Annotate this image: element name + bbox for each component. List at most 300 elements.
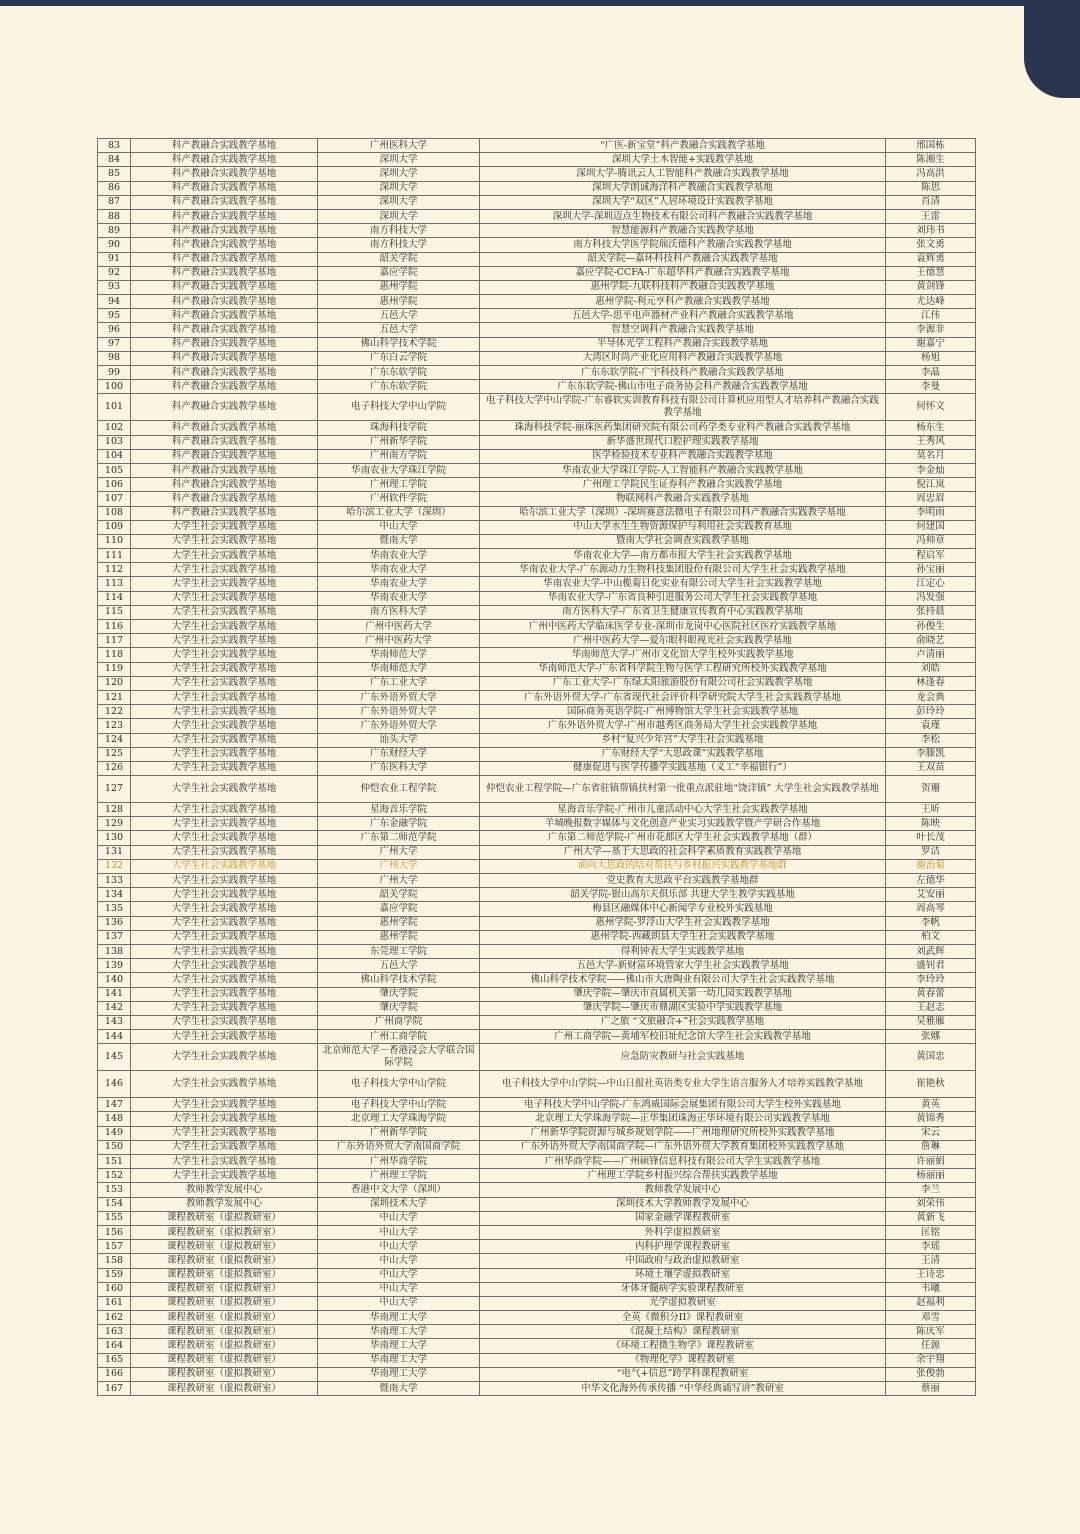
row-project-name: 北京理工大学珠海学院—正华集团珠海正华环境有限公司实践教学基地 — [480, 1112, 886, 1126]
row-school: 广东财经大学 — [318, 747, 480, 761]
row-category: 大学生社会实践教学基地 — [131, 662, 318, 676]
row-leader: 詹琳 — [886, 1140, 976, 1154]
row-school: 中山大学 — [318, 520, 480, 534]
row-category: 科产教融合实践教学基地 — [131, 181, 318, 195]
row-category: 科产教融合实践教学基地 — [131, 478, 318, 492]
row-number: 111 — [98, 549, 131, 563]
row-leader: 周忠眉 — [886, 492, 976, 506]
row-number: 150 — [98, 1140, 131, 1154]
row-number: 100 — [98, 380, 131, 394]
row-category: 课程教研室（虚拟教研室） — [131, 1225, 318, 1239]
row-project-name: 韶关学院-银山高尔夫俱乐部 共建大学生教学实践基地 — [480, 888, 886, 902]
row-number: 138 — [98, 944, 131, 958]
row-leader: 江定心 — [886, 577, 976, 591]
row-project-name: 仲恺农业工程学院—广东省驻镇帮镇扶村第一批重点派驻地“饶洋镇” 大学生社会实践教学基地 — [480, 776, 886, 803]
table-row — [98, 1044, 976, 1071]
table-row — [98, 534, 976, 548]
row-leader: 卢清丽 — [886, 648, 976, 662]
row-number: 140 — [98, 973, 131, 987]
row-school: 广东外语外贸大学 — [318, 719, 480, 733]
row-category: 大学生社会实践教学基地 — [131, 1071, 318, 1098]
row-leader: 何建国 — [886, 520, 976, 534]
row-number: 104 — [98, 449, 131, 463]
row-leader: 邢国栋 — [886, 139, 976, 153]
row-category: 课程教研室（虚拟教研室） — [131, 1367, 318, 1381]
row-category: 科产教融合实践教学基地 — [131, 366, 318, 380]
row-leader: 张俊勃 — [886, 1367, 976, 1381]
row-leader: 冯发强 — [886, 591, 976, 605]
row-leader: 刘皓 — [886, 662, 976, 676]
table-row — [98, 944, 976, 958]
row-number: 109 — [98, 520, 131, 534]
row-leader: 陈思 — [886, 181, 976, 195]
row-leader: 彭玲玲 — [886, 705, 976, 719]
row-category: 大学生社会实践教学基地 — [131, 1044, 318, 1071]
row-number: 144 — [98, 1030, 131, 1044]
row-number: 125 — [98, 747, 131, 761]
row-leader: 匡铭 — [886, 1225, 976, 1239]
row-leader: 任源 — [886, 1339, 976, 1353]
row-project-name: 广东外语外贸大学南国商学院—广东外语外贸大学教育集团校外实践教学基地 — [480, 1140, 886, 1154]
row-category: 大学生社会实践教学基地 — [131, 776, 318, 803]
row-number: 120 — [98, 676, 131, 690]
row-category: 科产教融合实践教学基地 — [131, 394, 318, 421]
row-category: 大学生社会实践教学基地 — [131, 690, 318, 704]
row-number: 166 — [98, 1367, 131, 1381]
table-row — [98, 1197, 976, 1211]
row-category: 科产教融合实践教学基地 — [131, 309, 318, 323]
row-school: 佛山科学技术学院 — [318, 337, 480, 351]
row-project-name: 应急防灾教研与社会实践基地 — [480, 1044, 886, 1071]
row-school: 韶关学院 — [318, 888, 480, 902]
row-leader: 赵福利 — [886, 1296, 976, 1310]
row-project-name: 广州中医药大学临床医学专业-深圳市龙岗中心医院社区医疗实践教学基地 — [480, 620, 886, 634]
row-project-name: 华南农业大学-广东源动力生物科技集团股份有限公司大学生社会实践教学基地 — [480, 563, 886, 577]
row-school: 中山大学 — [318, 1282, 480, 1296]
table-row — [98, 139, 976, 153]
row-project-name: 佛山科学技术学院——佛山市大唐陶业有限公司大学生社会实践教学基地 — [480, 973, 886, 987]
row-number: 130 — [98, 831, 131, 845]
table-row — [98, 1015, 976, 1029]
row-leader: 王德慧 — [886, 266, 976, 280]
row-number: 129 — [98, 817, 131, 831]
row-project-name: 华南农业大学—南方都市报大学生社会实践教学基地 — [480, 549, 886, 563]
row-school: 广州新华学院 — [318, 435, 480, 449]
row-school: 广东工业大学 — [318, 676, 480, 690]
row-project-name: 惠州学院-九联科技科产教融合实践教学基地 — [480, 280, 886, 294]
table-row — [98, 1140, 976, 1154]
row-leader: 李曼 — [886, 380, 976, 394]
table-row — [98, 1353, 976, 1367]
row-category: 大学生社会实践教学基地 — [131, 605, 318, 619]
row-leader: 蔡丽 — [886, 1382, 976, 1396]
row-category: 课程教研室（虚拟教研室） — [131, 1353, 318, 1367]
row-project-name: 广之旅 “文旅融合+”社会实践教学基地 — [480, 1015, 886, 1029]
row-project-name: 新华盛世现代口腔护理实践教学基地 — [480, 435, 886, 449]
table-row — [98, 817, 976, 831]
row-number: 112 — [98, 563, 131, 577]
row-category: 大学生社会实践教学基地 — [131, 1098, 318, 1112]
row-school: 广东医科大学 — [318, 761, 480, 775]
table-row — [98, 888, 976, 902]
row-project-name: 《混凝土结构》课程教研室 — [480, 1325, 886, 1339]
row-leader: 李滕凯 — [886, 747, 976, 761]
row-project-name: 深圳大学-腾讯云人工智能科产教融合实践教学基地 — [480, 167, 886, 181]
row-category: 大学生社会实践教学基地 — [131, 591, 318, 605]
row-school: 广东第二师范学院 — [318, 831, 480, 845]
row-school: 东莞理工学院 — [318, 944, 480, 958]
table-row — [98, 845, 976, 859]
row-leader: 冯高洪 — [886, 167, 976, 181]
row-school: 中山大学 — [318, 1225, 480, 1239]
row-project-name: 党史教育大思政平台实践教学基地群 — [480, 874, 886, 888]
row-number: 154 — [98, 1197, 131, 1211]
row-project-name: 国家金融学课程教研室 — [480, 1211, 886, 1225]
row-number: 88 — [98, 209, 131, 223]
row-leader: 倪江岚 — [886, 478, 976, 492]
row-leader: 莫名月 — [886, 449, 976, 463]
row-number: 95 — [98, 309, 131, 323]
row-leader: 贺珊 — [886, 776, 976, 803]
row-category: 大学生社会实践教学基地 — [131, 563, 318, 577]
row-number: 148 — [98, 1112, 131, 1126]
row-project-name: 中国政府与政治虚拟教研室 — [480, 1254, 886, 1268]
table-row — [98, 224, 976, 238]
row-number: 157 — [98, 1240, 131, 1254]
row-number: 99 — [98, 366, 131, 380]
table-row — [98, 874, 976, 888]
row-leader: 李金灿 — [886, 463, 976, 477]
row-school: 广东外语外贸大学南国商学院 — [318, 1140, 480, 1154]
row-school: 中山大学 — [318, 1211, 480, 1225]
row-leader: 宋云 — [886, 1126, 976, 1140]
row-project-name: 牙体牙髓病学实验课程教研室 — [480, 1282, 886, 1296]
row-number: 87 — [98, 195, 131, 209]
row-school: 广东东软学院 — [318, 366, 480, 380]
row-number: 121 — [98, 690, 131, 704]
row-leader: 李兰 — [886, 1183, 976, 1197]
row-project-name: 环境土壤学虚拟教研室 — [480, 1268, 886, 1282]
row-school: 韶关学院 — [318, 252, 480, 266]
row-number: 119 — [98, 662, 131, 676]
row-project-name: 广东外语外贸大学-广东省现代社会评价科学研究院大学生社会实践教学基地 — [480, 690, 886, 704]
table-row — [98, 959, 976, 973]
table-row — [98, 1030, 976, 1044]
row-school: 广州理工学院 — [318, 478, 480, 492]
row-category: 科产教融合实践教学基地 — [131, 421, 318, 435]
row-project-name: 内科护理学课程教研室 — [480, 1240, 886, 1254]
row-leader: 李源非 — [886, 323, 976, 337]
row-number: 123 — [98, 719, 131, 733]
row-project-name: 电子科技大学中山学院-广东睿软实训教育科技有限公司计算机应用型人才培养科产教融合实践教学基地 — [480, 394, 886, 421]
row-number: 131 — [98, 845, 131, 859]
row-category: 科产教融合实践教学基地 — [131, 295, 318, 309]
row-project-name: 深圳大学-深圳迈点生物技术有限公司科产教融合实践教学基地 — [480, 209, 886, 223]
row-project-name: 外科学虚拟教研室 — [480, 1225, 886, 1239]
row-project-name: 华南农业大学珠江学院-人工智能科产教融合实践教学基地 — [480, 463, 886, 477]
row-school: 广州中医药大学 — [318, 620, 480, 634]
row-category: 大学生社会实践教学基地 — [131, 916, 318, 930]
table-row — [98, 719, 976, 733]
row-project-name: 惠州学院-罗浮山大学生社会实践教学基地 — [480, 916, 886, 930]
table-row — [98, 1268, 976, 1282]
row-number: 90 — [98, 238, 131, 252]
row-number: 91 — [98, 252, 131, 266]
row-number: 143 — [98, 1015, 131, 1029]
row-project-name: 医学检验技术专业科产教融合实践教学基地 — [480, 449, 886, 463]
table-body — [98, 139, 976, 1396]
row-number: 165 — [98, 1353, 131, 1367]
table-row — [98, 238, 976, 252]
table-row — [98, 366, 976, 380]
row-category: 科产教融合实践教学基地 — [131, 224, 318, 238]
row-category: 科产教融合实践教学基地 — [131, 449, 318, 463]
table-row — [98, 648, 976, 662]
table-row — [98, 733, 976, 747]
row-project-name: 暨南大学社会调查实践教学基地 — [480, 534, 886, 548]
row-number: 115 — [98, 605, 131, 619]
row-school: 星海音乐学院 — [318, 803, 480, 817]
row-project-name: 华南师范大学-广州市文化馆大学生校外实践教学基地 — [480, 648, 886, 662]
table-row — [98, 776, 976, 803]
row-project-name: 国际商务英语学院-广州博物馆大学生社会实践教学基地 — [480, 705, 886, 719]
table-row — [98, 1225, 976, 1239]
row-project-name: 深圳大学朗诚海洋科产教融合实践教学基地 — [480, 181, 886, 195]
row-project-name: 嘉应学院-CCFA-广东超华科产教融合实践教学基地 — [480, 266, 886, 280]
row-school: 广州工商学院 — [318, 1030, 480, 1044]
row-project-name: 广东东软学院-广宇科技科产教融合实践教学基地 — [480, 366, 886, 380]
row-school: 汕头大学 — [318, 733, 480, 747]
row-number: 106 — [98, 478, 131, 492]
row-school: 华南农业大学 — [318, 577, 480, 591]
row-category: 科产教融合实践教学基地 — [131, 506, 318, 520]
row-project-name: 韶关学院—嘉环科技科产教融合实践教学基地 — [480, 252, 886, 266]
row-category: 大学生社会实践教学基地 — [131, 888, 318, 902]
row-category: 大学生社会实践教学基地 — [131, 831, 318, 845]
row-category: 大学生社会实践教学基地 — [131, 1030, 318, 1044]
row-project-name: 广东财经大学“大思政课”实践教学基地 — [480, 747, 886, 761]
table-row — [98, 1183, 976, 1197]
row-school: 仲恺农业工程学院 — [318, 776, 480, 803]
row-number: 141 — [98, 987, 131, 1001]
row-school: 肇庆学院 — [318, 1001, 480, 1015]
table-row — [98, 1155, 976, 1169]
row-category: 大学生社会实践教学基地 — [131, 1140, 318, 1154]
row-number: 118 — [98, 648, 131, 662]
row-number: 136 — [98, 916, 131, 930]
row-category: 课程教研室（虚拟教研室） — [131, 1254, 318, 1268]
row-school: 中山大学 — [318, 1254, 480, 1268]
row-project-name: 五邑大学-新财富环境管家大学生社会实践教学基地 — [480, 959, 886, 973]
row-school: 广州华商学院 — [318, 1155, 480, 1169]
row-category: 课程教研室（虚拟教研室） — [131, 1311, 318, 1325]
row-school: 深圳大学 — [318, 167, 480, 181]
row-category: 科产教融合实践教学基地 — [131, 266, 318, 280]
row-number: 142 — [98, 1001, 131, 1015]
row-category: 大学生社会实践教学基地 — [131, 874, 318, 888]
row-school: 广东金融学院 — [318, 817, 480, 831]
row-school: 惠州学院 — [318, 930, 480, 944]
row-number: 83 — [98, 139, 131, 153]
table-row — [98, 520, 976, 534]
row-category: 大学生社会实践教学基地 — [131, 705, 318, 719]
row-school: 广州商学院 — [318, 1015, 480, 1029]
row-project-name: 哈尔滨工业大学（深圳）-深圳赛意法微电子有限公司科产教融合实践教学基地 — [480, 506, 886, 520]
row-category: 大学生社会实践教学基地 — [131, 1112, 318, 1126]
row-category: 大学生社会实践教学基地 — [131, 648, 318, 662]
row-project-name: 电子科技大学中山学院-广东鸿威国际会展集团有限公司大学生校外实践基地 — [480, 1098, 886, 1112]
row-category: 科产教融合实践教学基地 — [131, 323, 318, 337]
table-row — [98, 747, 976, 761]
row-project-name: 电子科技大学中山学院—中山日报社英语类专业大学生语言服务人才培养实践教学基地 — [480, 1071, 886, 1098]
row-project-name: 南方医科大学-广东省卫生健康宣传教育中心实践教学基地 — [480, 605, 886, 619]
row-project-name: 广州中医药大学—爱尔眼科眼视光社会实践教学基地 — [480, 634, 886, 648]
row-leader: 孙俊生 — [886, 620, 976, 634]
document-page — [97, 138, 975, 1396]
table-row — [98, 987, 976, 1001]
table-row — [98, 252, 976, 266]
table-row — [98, 1098, 976, 1112]
row-category: 科产教融合实践教学基地 — [131, 252, 318, 266]
row-leader: 黄国忠 — [886, 1044, 976, 1071]
row-leader: 余宇翔 — [886, 1353, 976, 1367]
table-row — [98, 662, 976, 676]
row-leader: 崔艳秋 — [886, 1071, 976, 1098]
table-row — [98, 309, 976, 323]
row-category: 科产教融合实践教学基地 — [131, 492, 318, 506]
row-school: 惠州学院 — [318, 280, 480, 294]
row-leader: 陈映 — [886, 817, 976, 831]
row-leader: 谢嘉宁 — [886, 337, 976, 351]
row-project-name: 光学虚拟教研室 — [480, 1296, 886, 1310]
row-category: 大学生社会实践教学基地 — [131, 803, 318, 817]
row-category: 科产教融合实践教学基地 — [131, 380, 318, 394]
row-category: 大学生社会实践教学基地 — [131, 902, 318, 916]
table-row — [98, 859, 976, 873]
row-project-name: 梅县区融媒体中心新闻学专业校外实践基地 — [480, 902, 886, 916]
row-leader: 张娜 — [886, 1030, 976, 1044]
row-leader: 李晶 — [886, 366, 976, 380]
row-project-name: 智慧能源科产教融合实践教学基地 — [480, 224, 886, 238]
row-category: 科产教融合实践教学基地 — [131, 435, 318, 449]
table-row — [98, 1382, 976, 1396]
row-leader: 黄英 — [886, 1098, 976, 1112]
row-category: 大学生社会实践教学基地 — [131, 1015, 318, 1029]
row-school: 佛山科学技术学院 — [318, 973, 480, 987]
row-project-name: 珠海科技学院-丽珠医药集团研究院有限公司药学类专业科产教融合实践教学基地 — [480, 421, 886, 435]
row-category: 课程教研室（虚拟教研室） — [131, 1211, 318, 1225]
row-project-name: “电气+信息”跨学科课程教研室 — [480, 1367, 886, 1381]
table-row — [98, 351, 976, 365]
table-row — [98, 690, 976, 704]
row-leader: 左德华 — [886, 874, 976, 888]
row-category: 大学生社会实践教学基地 — [131, 817, 318, 831]
row-leader: 盛钊君 — [886, 959, 976, 973]
row-project-name: 肇庆学院—肇庆市鼎湖区实验中学实践教学基地 — [480, 1001, 886, 1015]
row-leader: 王诗忠 — [886, 1268, 976, 1282]
row-school: 华南农业大学珠江学院 — [318, 463, 480, 477]
table-row — [98, 1254, 976, 1268]
row-project-name: 全英《微积分II》课程教研室 — [480, 1311, 886, 1325]
row-project-name: “广医-新宝堂”科产教融合实践教学基地 — [480, 139, 886, 153]
table-row — [98, 463, 976, 477]
row-project-name: 乡村“复兴少年宫”大学生社会实践基地 — [480, 733, 886, 747]
row-leader: 刘玮书 — [886, 224, 976, 238]
row-leader: 李明雨 — [886, 506, 976, 520]
row-school: 华南理工大学 — [318, 1311, 480, 1325]
row-number: 114 — [98, 591, 131, 605]
row-number: 146 — [98, 1071, 131, 1098]
row-project-name: 五邑大学-思平电声器材产业科产教融合实践教学基地 — [480, 309, 886, 323]
row-category: 大学生社会实践教学基地 — [131, 930, 318, 944]
table-row — [98, 478, 976, 492]
row-number: 85 — [98, 167, 131, 181]
row-category: 科产教融合实践教学基地 — [131, 209, 318, 223]
row-school: 南方医科大学 — [318, 605, 480, 619]
row-school: 暨南大学 — [318, 534, 480, 548]
table-row — [98, 549, 976, 563]
row-number: 93 — [98, 280, 131, 294]
row-school: 广州医科大学 — [318, 139, 480, 153]
row-project-name: 半导体光学工程科产教融合实践教学基地 — [480, 337, 886, 351]
row-category: 大学生社会实践教学基地 — [131, 534, 318, 548]
row-school: 广州大学 — [318, 845, 480, 859]
row-school: 广州软件学院 — [318, 492, 480, 506]
table-row — [98, 634, 976, 648]
corner-tab — [1024, 0, 1080, 98]
table-row — [98, 605, 976, 619]
table-row — [98, 1311, 976, 1325]
row-number: 86 — [98, 181, 131, 195]
row-number: 122 — [98, 705, 131, 719]
row-leader: 叶长茂 — [886, 831, 976, 845]
row-number: 117 — [98, 634, 131, 648]
row-school: 华南农业大学 — [318, 549, 480, 563]
row-project-name: 惠州学院-西藏朗县大学生社会实践教学基地 — [480, 930, 886, 944]
row-number: 149 — [98, 1126, 131, 1140]
row-category: 课程教研室（虚拟教研室） — [131, 1382, 318, 1396]
row-category: 大学生社会实践教学基地 — [131, 676, 318, 690]
row-leader: 杨旭 — [886, 351, 976, 365]
row-category: 课程教研室（虚拟教研室） — [131, 1282, 318, 1296]
row-category: 课程教研室（虚拟教研室） — [131, 1268, 318, 1282]
row-leader: 王赵志 — [886, 1001, 976, 1015]
table-row — [98, 1169, 976, 1183]
row-number: 145 — [98, 1044, 131, 1071]
row-category: 大学生社会实践教学基地 — [131, 634, 318, 648]
table-row — [98, 591, 976, 605]
row-leader: 王昕 — [886, 803, 976, 817]
table-row — [98, 449, 976, 463]
row-project-name: 中华文化海外传承传播 “中华经典诵写讲”教研室 — [480, 1382, 886, 1396]
row-category: 大学生社会实践教学基地 — [131, 944, 318, 958]
table-row — [98, 153, 976, 167]
row-project-name: 华南农业大学-中山榄菊日化实业有限公司大学生社会实践教学基地 — [480, 577, 886, 591]
table-row — [98, 209, 976, 223]
table-row — [98, 902, 976, 916]
row-number: 116 — [98, 620, 131, 634]
row-leader: 袁辉勇 — [886, 252, 976, 266]
row-number: 158 — [98, 1254, 131, 1268]
row-school: 嘉应学院 — [318, 902, 480, 916]
row-category: 教师教学发展中心 — [131, 1197, 318, 1211]
table-row — [98, 181, 976, 195]
table-row — [98, 167, 976, 181]
table-row — [98, 916, 976, 930]
row-category: 大学生社会实践教学基地 — [131, 1155, 318, 1169]
row-leader: 袁瑾 — [886, 719, 976, 733]
row-project-name: 广州理工学院民生证券科产教融合实践教学基地 — [480, 478, 886, 492]
